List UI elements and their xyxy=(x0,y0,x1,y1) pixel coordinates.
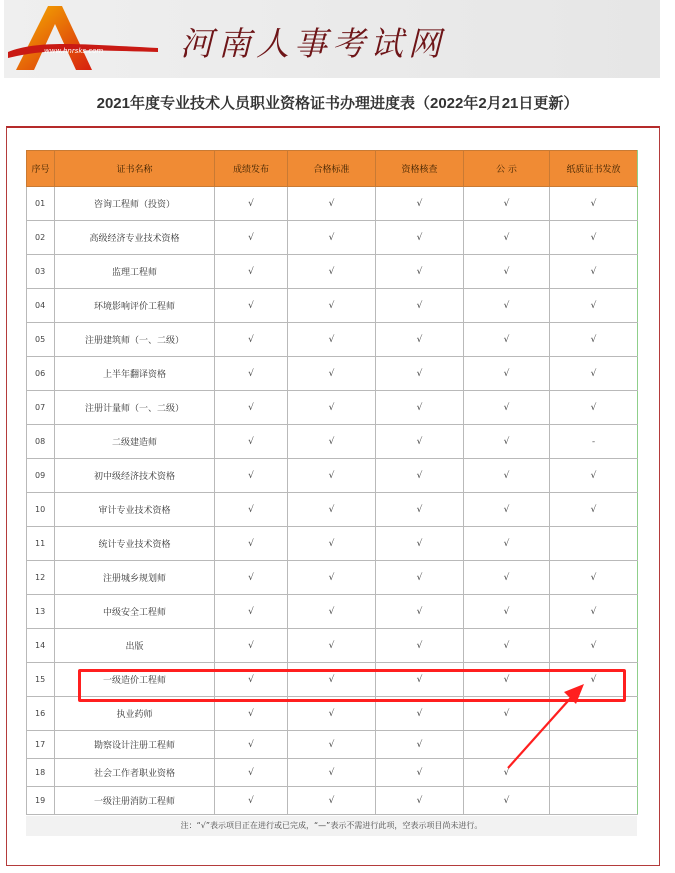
row-number: 11 xyxy=(27,527,55,561)
status-mark: √ xyxy=(464,663,550,697)
status-mark: √ xyxy=(464,289,550,323)
row-number: 13 xyxy=(27,595,55,629)
status-mark: √ xyxy=(464,561,550,595)
status-mark: √ xyxy=(376,289,464,323)
status-mark: √ xyxy=(215,289,288,323)
page-title: 2021年度专业技术人员职业资格证书办理进度表（2022年2月21日更新） xyxy=(96,95,579,112)
status-mark: √ xyxy=(215,561,288,595)
table-row xyxy=(27,255,638,289)
certificate-name: 监理工程师 xyxy=(55,255,215,289)
status-mark: √ xyxy=(550,391,638,425)
row-number: 02 xyxy=(27,221,55,255)
table-row xyxy=(27,629,638,663)
status-mark: √ xyxy=(215,187,288,221)
column-header: 序号 xyxy=(27,151,55,187)
table-row xyxy=(27,391,638,425)
status-mark: √ xyxy=(376,357,464,391)
status-mark: √ xyxy=(550,221,638,255)
status-mark: √ xyxy=(464,493,550,527)
status-mark: √ xyxy=(288,527,376,561)
status-mark: √ xyxy=(288,787,376,815)
status-mark: √ xyxy=(215,697,288,731)
status-mark: √ xyxy=(215,527,288,561)
status-mark: √ xyxy=(288,629,376,663)
status-mark: √ xyxy=(376,759,464,787)
status-mark: √ xyxy=(215,493,288,527)
certificate-name: 注册建筑师（一、二级） xyxy=(55,323,215,357)
status-mark: √ xyxy=(215,731,288,759)
table-row xyxy=(27,787,638,815)
status-mark: √ xyxy=(215,391,288,425)
status-mark: √ xyxy=(550,663,638,697)
status-mark: √ xyxy=(376,527,464,561)
status-mark: √ xyxy=(376,731,464,759)
status-mark: √ xyxy=(550,357,638,391)
certificate-name: 咨询工程师（投资） xyxy=(55,187,215,221)
certificate-name: 上半年翻译资格 xyxy=(55,357,215,391)
status-mark: √ xyxy=(215,255,288,289)
row-number: 15 xyxy=(27,663,55,697)
status-mark: √ xyxy=(376,663,464,697)
red-arrow-icon xyxy=(500,680,600,775)
status-mark: √ xyxy=(215,425,288,459)
status-mark: √ xyxy=(464,629,550,663)
status-mark: √ xyxy=(288,357,376,391)
status-mark: √ xyxy=(464,459,550,493)
row-number: 19 xyxy=(27,787,55,815)
status-mark: √ xyxy=(215,663,288,697)
status-mark: √ xyxy=(288,187,376,221)
status-mark: √ xyxy=(464,425,550,459)
status-mark: √ xyxy=(376,255,464,289)
row-number: 09 xyxy=(27,459,55,493)
table-row xyxy=(27,561,638,595)
status-mark: √ xyxy=(550,187,638,221)
status-mark: √ xyxy=(550,595,638,629)
certificate-name: 执业药师 xyxy=(55,697,215,731)
status-mark: √ xyxy=(215,323,288,357)
row-number: 03 xyxy=(27,255,55,289)
status-mark: √ xyxy=(550,459,638,493)
column-header: 成绩发布 xyxy=(215,151,288,187)
status-mark: √ xyxy=(215,629,288,663)
status-mark: √ xyxy=(288,759,376,787)
certificate-name: 勘察设计注册工程师 xyxy=(55,731,215,759)
status-mark: √ xyxy=(550,561,638,595)
svg-text:www.hnrsks.com: www.hnrsks.com xyxy=(44,47,104,55)
table-header-row xyxy=(27,151,638,187)
certificate-name: 中级安全工程师 xyxy=(55,595,215,629)
row-number: 05 xyxy=(27,323,55,357)
row-number: 07 xyxy=(27,391,55,425)
row-number: 06 xyxy=(27,357,55,391)
status-mark: √ xyxy=(464,759,550,787)
status-mark xyxy=(550,527,638,561)
column-header: 证书名称 xyxy=(55,151,215,187)
certificate-name: 审计专业技术资格 xyxy=(55,493,215,527)
site-name: 河南人事考试网 xyxy=(180,24,446,63)
status-mark: √ xyxy=(376,187,464,221)
status-mark: √ xyxy=(215,221,288,255)
certificate-name: 初中级经济技术资格 xyxy=(55,459,215,493)
status-mark: √ xyxy=(376,697,464,731)
status-mark: √ xyxy=(215,459,288,493)
status-mark: √ xyxy=(376,323,464,357)
status-mark: √ xyxy=(376,391,464,425)
column-header: 合格标准 xyxy=(288,151,376,187)
status-mark: √ xyxy=(376,425,464,459)
site-banner xyxy=(4,0,660,78)
status-mark: √ xyxy=(376,629,464,663)
table-row xyxy=(27,221,638,255)
status-mark: √ xyxy=(376,459,464,493)
status-mark: √ xyxy=(288,323,376,357)
column-header: 公 示 xyxy=(464,151,550,187)
status-mark: √ xyxy=(464,323,550,357)
status-mark: √ xyxy=(376,595,464,629)
table-row xyxy=(27,493,638,527)
table-row xyxy=(27,289,638,323)
status-mark: √ xyxy=(288,697,376,731)
status-mark: √ xyxy=(215,787,288,815)
status-mark: √ xyxy=(288,493,376,527)
status-mark: √ xyxy=(215,595,288,629)
table-row xyxy=(27,323,638,357)
status-mark: √ xyxy=(376,221,464,255)
status-mark: √ xyxy=(464,221,550,255)
status-mark: √ xyxy=(464,391,550,425)
status-mark: √ xyxy=(288,561,376,595)
status-mark: √ xyxy=(215,759,288,787)
table-row xyxy=(27,425,638,459)
status-mark: √ xyxy=(550,493,638,527)
status-mark: √ xyxy=(288,289,376,323)
column-header: 资格核查 xyxy=(376,151,464,187)
table-row xyxy=(27,527,638,561)
row-number: 17 xyxy=(27,731,55,759)
certificate-name: 出版 xyxy=(55,629,215,663)
certificate-name: 注册计量师（一、二级） xyxy=(55,391,215,425)
status-mark: √ xyxy=(288,425,376,459)
table-row xyxy=(27,459,638,493)
certificate-name: 注册城乡规划师 xyxy=(55,561,215,595)
row-number: 08 xyxy=(27,425,55,459)
certificate-name: 一级注册消防工程师 xyxy=(55,787,215,815)
row-number: 01 xyxy=(27,187,55,221)
certificate-name: 二级建造师 xyxy=(55,425,215,459)
status-mark: √ xyxy=(288,221,376,255)
row-number: 14 xyxy=(27,629,55,663)
status-mark: - xyxy=(550,425,638,459)
status-mark: √ xyxy=(464,697,550,731)
status-mark: √ xyxy=(376,561,464,595)
status-mark: √ xyxy=(550,629,638,663)
status-mark: √ xyxy=(215,357,288,391)
status-mark: √ xyxy=(376,787,464,815)
column-header: 纸质证书发放 xyxy=(550,151,638,187)
status-mark: √ xyxy=(550,289,638,323)
status-mark: √ xyxy=(464,187,550,221)
certificate-name: 社会工作者职业资格 xyxy=(55,759,215,787)
certificate-name: 环境影响评价工程师 xyxy=(55,289,215,323)
status-mark: √ xyxy=(376,493,464,527)
row-number: 16 xyxy=(27,697,55,731)
table-row xyxy=(27,187,638,221)
status-mark: √ xyxy=(288,391,376,425)
status-mark xyxy=(550,787,638,815)
status-mark: √ xyxy=(464,527,550,561)
status-mark: √ xyxy=(288,595,376,629)
row-number: 18 xyxy=(27,759,55,787)
certificate-name: 一级造价工程师 xyxy=(55,663,215,697)
status-mark: √ xyxy=(550,255,638,289)
legend-note: 注：“√”表示项目正在进行或已完成，“—”表示不需进行此项，空表示项目尚未进行。 xyxy=(26,816,637,836)
certificate-name: 高级经济专业技术资格 xyxy=(55,221,215,255)
status-mark: √ xyxy=(288,459,376,493)
status-mark: √ xyxy=(464,595,550,629)
status-mark: √ xyxy=(550,323,638,357)
status-mark: √ xyxy=(464,255,550,289)
status-mark: √ xyxy=(464,357,550,391)
table-row xyxy=(27,357,638,391)
status-mark: √ xyxy=(464,787,550,815)
status-mark: √ xyxy=(288,255,376,289)
row-number: 04 xyxy=(27,289,55,323)
status-mark: √ xyxy=(288,731,376,759)
table-row xyxy=(27,595,638,629)
certificate-name: 统计专业技术资格 xyxy=(55,527,215,561)
logo-icon xyxy=(8,2,158,74)
status-mark: √ xyxy=(288,663,376,697)
row-number: 12 xyxy=(27,561,55,595)
row-number: 10 xyxy=(27,493,55,527)
